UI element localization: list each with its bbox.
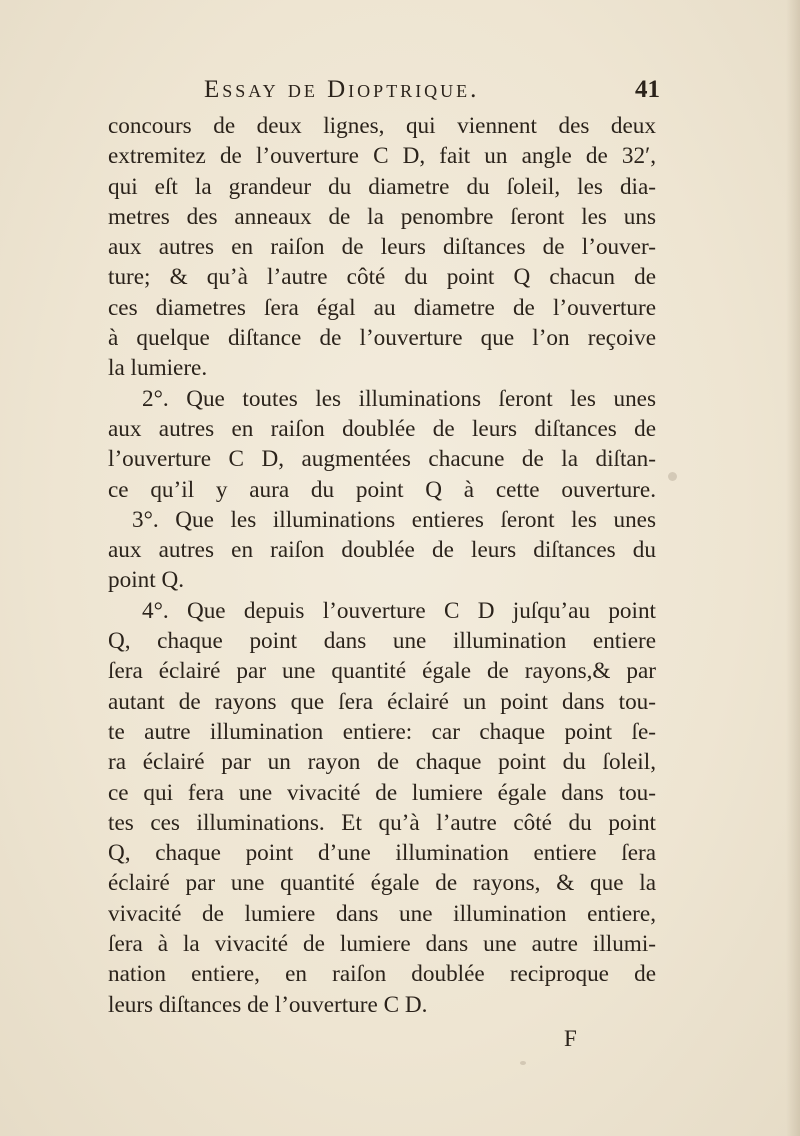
- page-header: [204, 76, 660, 110]
- text-line: 2°. Que toutes les illuminations ſeront les unes: [142, 385, 656, 412]
- text-line: aux autres en raiſon doublée de leurs diſtances de: [108, 415, 656, 442]
- text-line: ture; & qu’à l’autre côté du point Q chacun de: [108, 264, 656, 291]
- text-line: à quelque diſtance de l’ouverture que l’on reçoive: [108, 325, 656, 352]
- running-title: Essay de Dioptrique.: [204, 76, 480, 103]
- text-line: metres des anneaux de la penombre ſeront les uns: [108, 203, 656, 230]
- text-line: autant de rayons que ſera éclairé un point dans tou-: [108, 688, 656, 715]
- text-line: 4°. Que depuis l’ouverture C D juſqu’au point: [142, 597, 656, 624]
- text-line: l’ouverture C D, augmentées chacune de la diſtan-: [108, 446, 656, 473]
- text-line: Q, chaque point d’une illumination entiere ſera: [108, 840, 656, 867]
- text-line: 3°. Que les illuminations entieres ſeront les unes: [132, 506, 656, 533]
- ink-spot: [668, 472, 677, 481]
- body-text: [108, 111, 656, 1020]
- text-line: ra éclairé par un rayon de chaque point du ſoleil,: [108, 749, 656, 776]
- text-line: vivacité de lumiere dans une illumination entiere,: [108, 900, 656, 927]
- text-line: éclairé par une quantité égale de rayons, & que la: [108, 870, 656, 897]
- text-line: aux autres en raiſon doublée de leurs diſtances du: [108, 537, 656, 564]
- text-line: ce qui fera une vivacité de lumiere égale dans tou-: [108, 779, 656, 806]
- text-line: la lumiere.: [108, 355, 208, 382]
- text-line: ſera à la vivacité de lumiere dans une autre illumi-: [108, 931, 656, 958]
- text-line: te autre illumination entiere: car chaque point ſe-: [108, 718, 656, 745]
- text-line: ce qu’il y aura du point Q à cette ouverture.: [108, 476, 656, 503]
- text-line: Q, chaque point dans une illumination entiere: [108, 628, 656, 655]
- text-line: qui eſt la grandeur du diametre du ſoleil, les dia-: [108, 173, 656, 200]
- text-line: aux autres en raiſon de leurs diſtances de l’ouver-: [108, 234, 656, 261]
- text-line: concours de deux lignes, qui viennent des deux: [108, 113, 656, 139]
- text-line: leurs diſtances de l’ouverture C D.: [108, 991, 428, 1018]
- text-line: tes ces illuminations. Et qu’à l’autre côté du point: [108, 809, 656, 836]
- signature-mark: F: [564, 1026, 577, 1051]
- text-line: nation entiere, en raiſon doublée reciproque de: [108, 961, 656, 988]
- text-line: point Q.: [108, 567, 185, 594]
- text-line: ſera éclairé par une quantité égale de rayons,& par: [108, 658, 656, 685]
- page-number: 41: [635, 76, 660, 103]
- text-line: extremitez de l’ouverture C D, fait un angle de 32′,: [108, 143, 656, 170]
- text-line: ces diametres ſera égal au diametre de l’ouverture: [108, 294, 656, 321]
- ink-spot: [520, 1061, 526, 1065]
